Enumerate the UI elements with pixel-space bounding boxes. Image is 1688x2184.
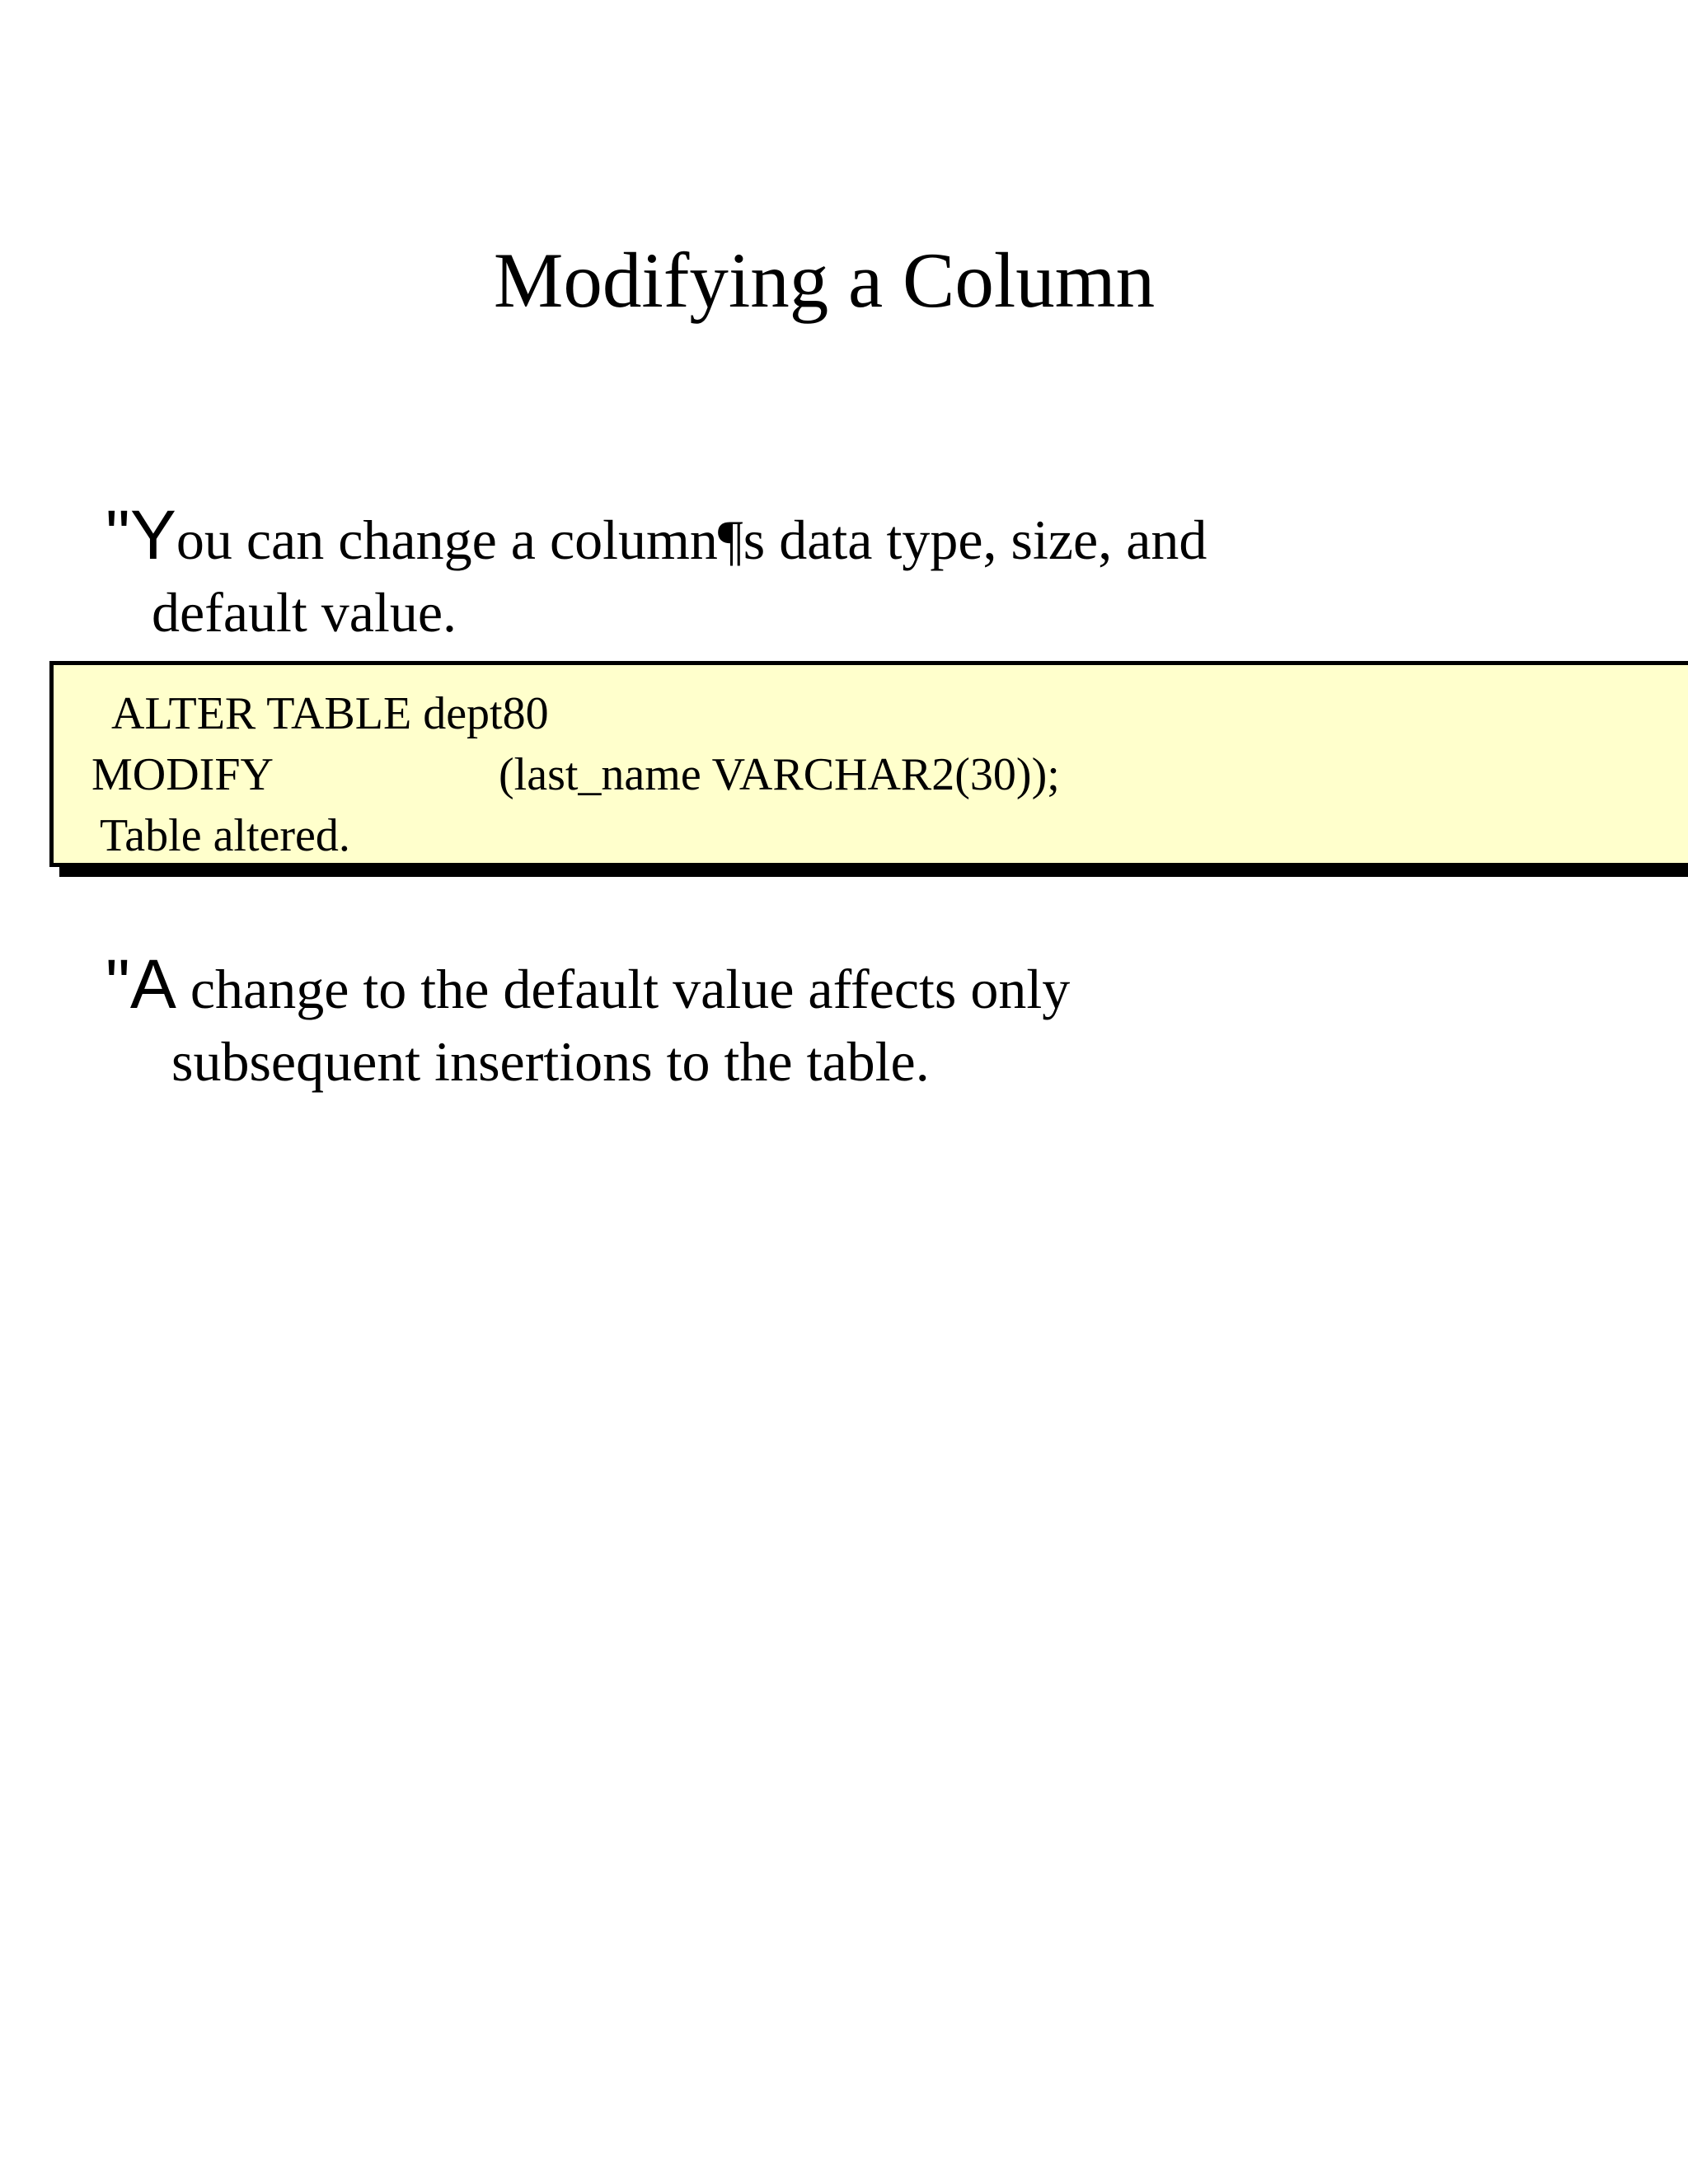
- bullet-text: ou can change a column¶s data type, size, and: [176, 509, 1207, 571]
- page-title: Modifying a Column: [493, 237, 1156, 324]
- code-arguments: (last_name VARCHAR2(30));: [499, 749, 1060, 800]
- code-keyword: MODIFY: [91, 749, 274, 800]
- code-line: ALTER TABLE dept80: [111, 688, 549, 739]
- bullet-text-continued: default value.: [152, 581, 457, 644]
- code-example-box: [49, 661, 1688, 867]
- code-output: Table altered.: [100, 810, 350, 861]
- bullet-item: [106, 945, 1071, 1098]
- bullet-text: change to the default value affects only: [176, 958, 1071, 1020]
- bullet-text-continued: subsequent insertions to the table.: [171, 1030, 930, 1093]
- bullet-marker: "A: [106, 945, 176, 1023]
- bullet-marker: "Y: [106, 496, 176, 574]
- bullet-item: [106, 496, 1207, 649]
